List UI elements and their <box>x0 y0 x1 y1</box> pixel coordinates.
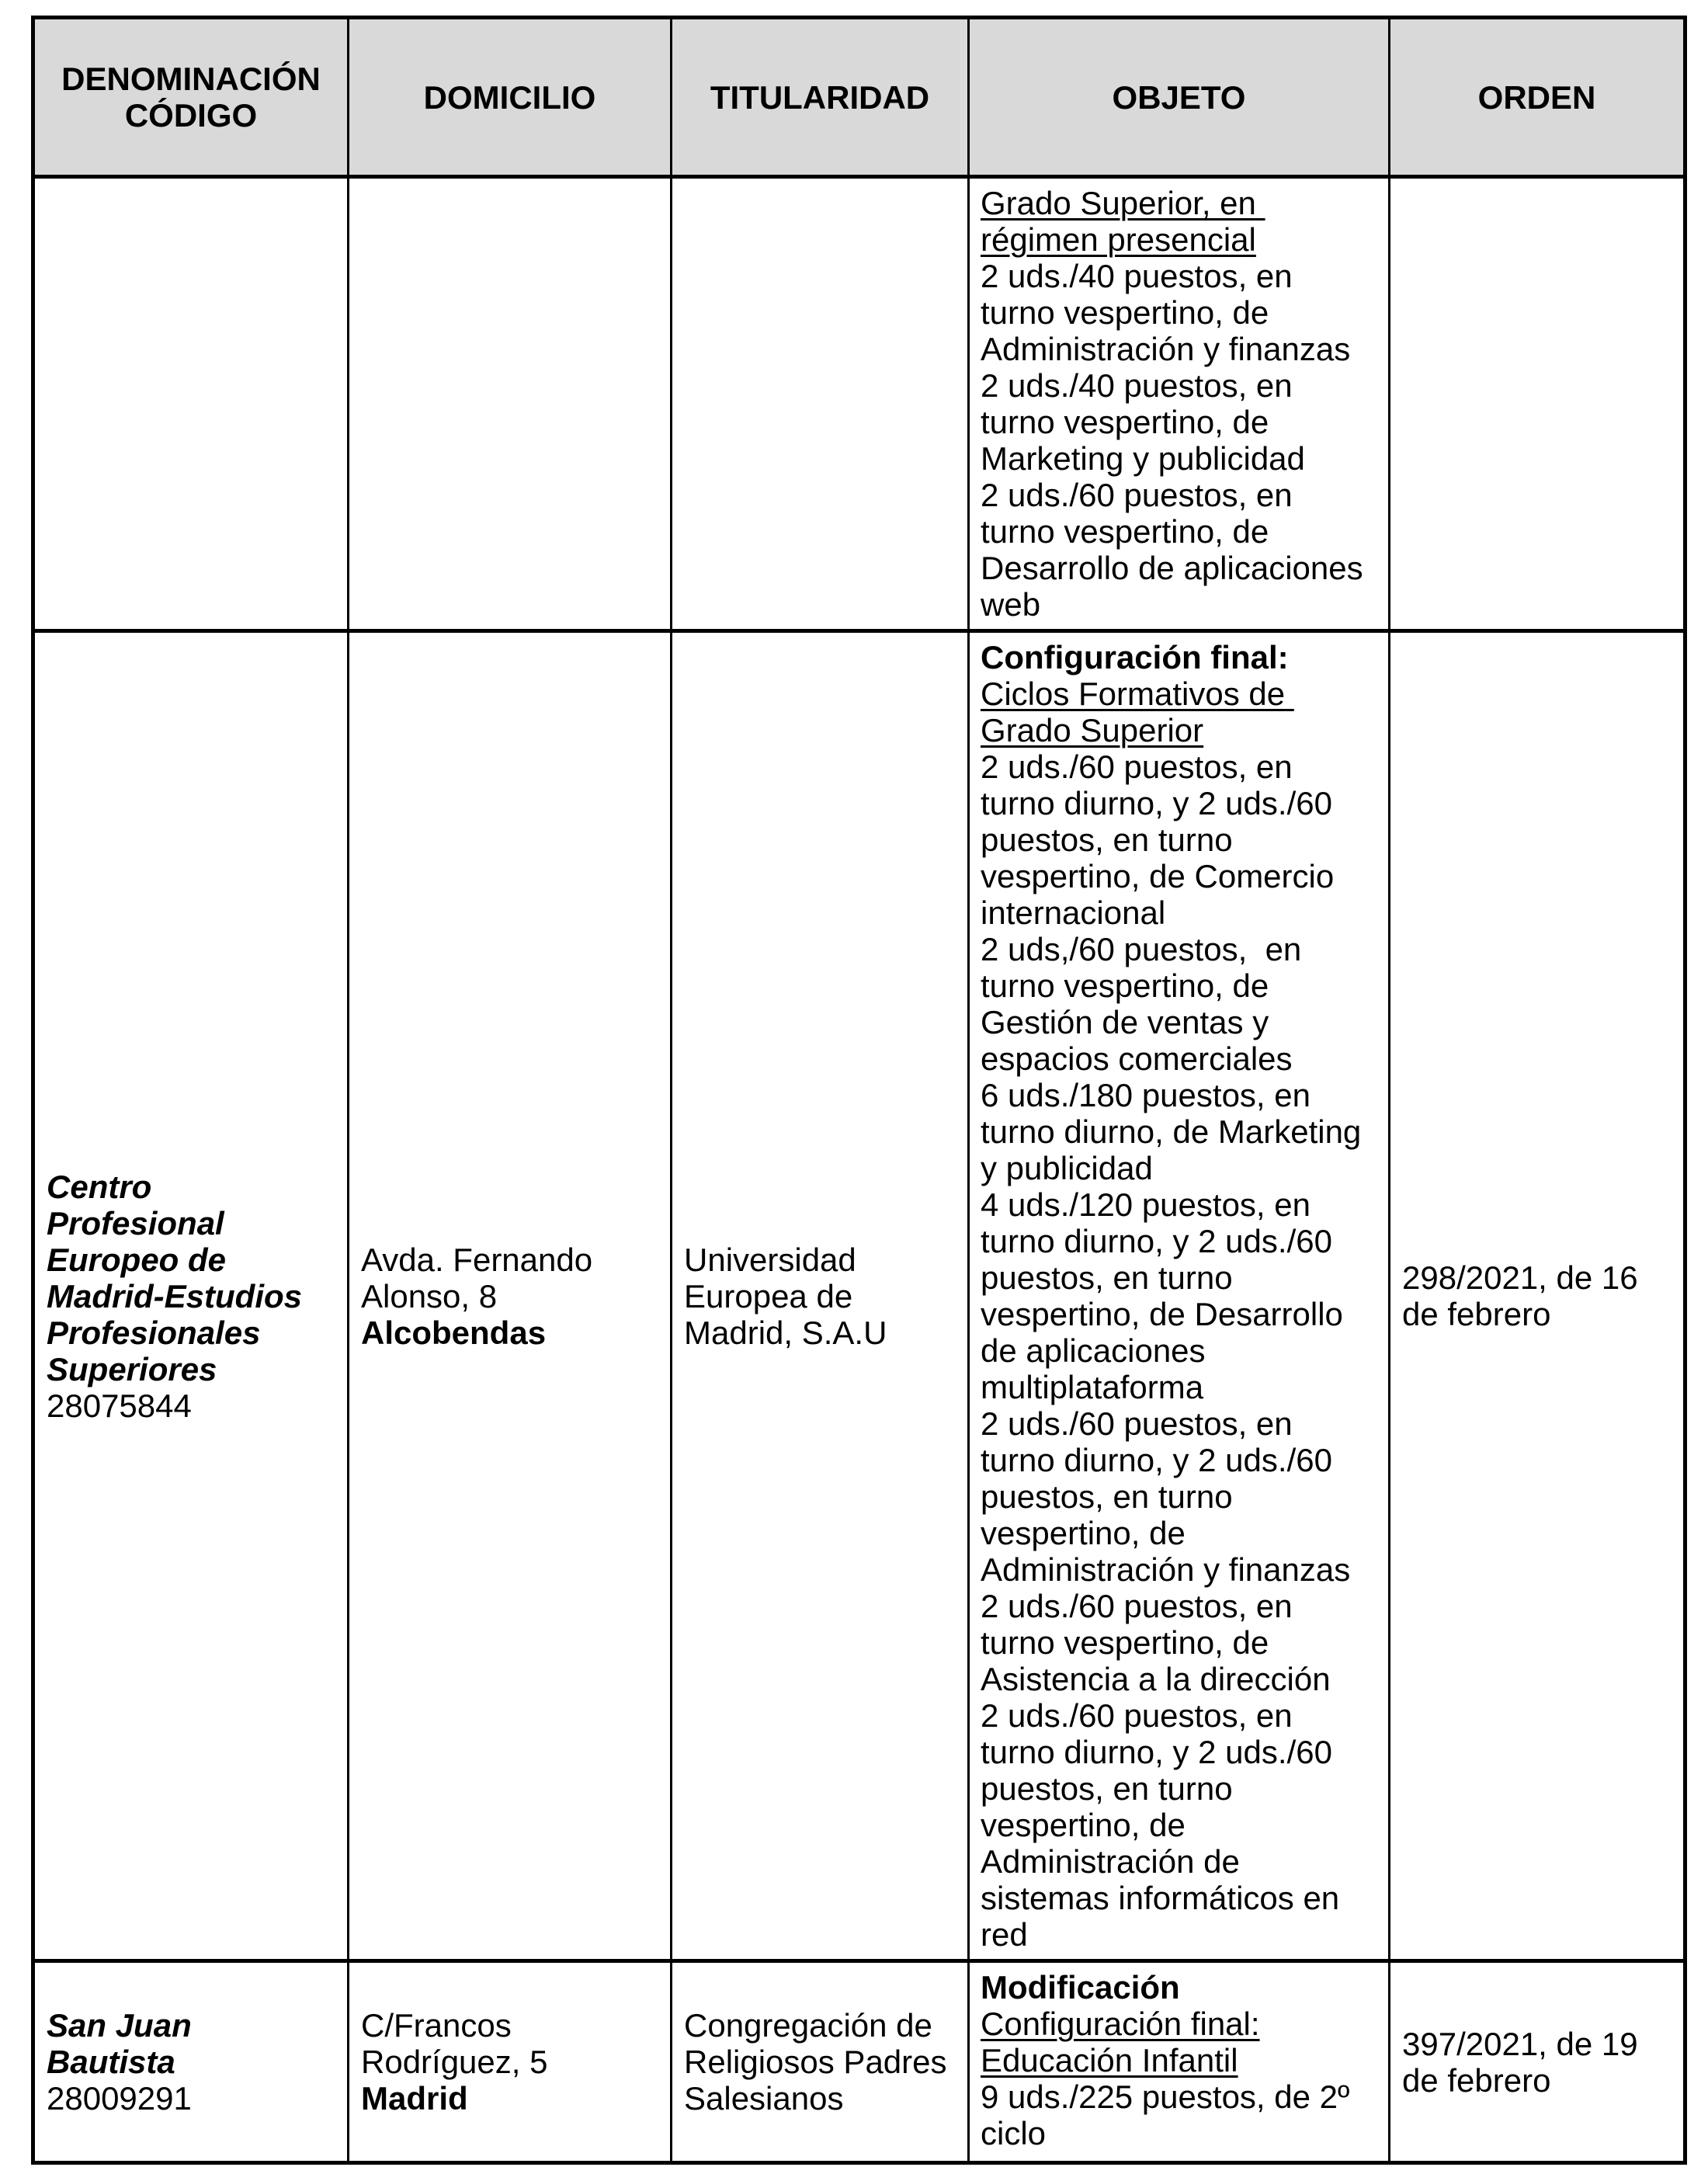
cell-paragraph: Ciclos Formativos de Grado Superior <box>981 675 1294 748</box>
cell-paragraph: 2 uds./60 puestos, en turno diurno, y 2 uds./60 puestos, en turno vespertino, de Comercio internacional <box>981 748 1343 931</box>
cell-paragraph: 2 uds./60 puestos, en turno vespertino, de Desarrollo de aplicaciones web <box>981 477 1373 623</box>
cell-paragraph: Congregación de Religiosos Padres Salesianos <box>684 2007 956 2117</box>
cell-paragraph: Configuración final: <box>981 2006 1260 2042</box>
cell-paragraph: 2 uds./60 puestos, en turno vespertino, de Asistencia a la dirección <box>981 1588 1331 1697</box>
cell-paragraph: Madrid <box>361 2080 468 2117</box>
cell-paragraph: Configuración final: <box>981 639 1289 675</box>
header-objeto: OBJETO <box>969 18 1390 177</box>
cell-paragraph: Grado Superior, en régimen presencial <box>981 185 1265 258</box>
cell-paragraph: 9 uds./225 puestos, de 2º ciclo <box>981 2078 1359 2151</box>
cell-paragraph: Educación Infantil <box>981 2042 1238 2078</box>
table-header-row <box>33 18 1685 177</box>
cell-paragraph: San Juan Bautista <box>47 2007 201 2080</box>
cell-paragraph: 4 uds./120 puestos, en turno diurno, y 2 uds./60 puestos, en turno vespertino, de Desarrollo de aplicaciones multiplataforma <box>981 1186 1352 1405</box>
cell-denominacion <box>33 177 349 631</box>
cell-titularidad <box>672 1961 969 2163</box>
cell-paragraph: 28009291 <box>47 2080 192 2117</box>
cell-objeto <box>969 631 1390 1961</box>
cell-paragraph: 28075844 <box>47 1387 192 1424</box>
cell-paragraph: Centro Profesional Europeo de Madrid-Estudios Profesionales Superiores <box>47 1168 311 1387</box>
cell-denominacion <box>33 1961 349 2163</box>
cell-paragraph: Universidad Europea de Madrid, S.A.U <box>684 1241 887 1351</box>
cell-paragraph: 6 uds./180 puestos, en turno diurno, de Marketing y publicidad <box>981 1077 1370 1186</box>
header-titularidad: TITULARIDAD <box>672 18 969 177</box>
cell-paragraph: Avda. Fernando Alonso, 8 <box>361 1241 600 1314</box>
cell-paragraph: 2 uds,/60 puestos, en turno vespertino, de Gestión de ventas y espacios comerciales <box>981 931 1311 1077</box>
cell-paragraph: 2 uds./40 puestos, en turno vespertino, de Marketing y publicidad <box>981 367 1305 477</box>
cell-titularidad <box>672 631 969 1961</box>
cell-paragraph: Modificación <box>981 1969 1180 2006</box>
cell-paragraph: 2 uds./40 puestos, en turno vespertino, de Administración y finanzas <box>981 258 1351 367</box>
cell-orden <box>1390 1961 1685 2163</box>
cell-titularidad <box>672 177 969 631</box>
table-row <box>33 177 1685 631</box>
header-denominacion-codigo: DENOMINACIÓN CÓDIGO <box>33 18 349 177</box>
header-domicilio: DOMICILIO <box>349 18 672 177</box>
cell-paragraph: C/Francos Rodríguez, 5 <box>361 2007 548 2080</box>
cell-domicilio <box>349 631 672 1961</box>
cell-domicilio <box>349 177 672 631</box>
cell-paragraph: 298/2021, de 16 de febrero <box>1402 1259 1647 1332</box>
cell-paragraph: 397/2021, de 19 de febrero <box>1402 2025 1647 2099</box>
cell-orden <box>1390 631 1685 1961</box>
cell-domicilio <box>349 1961 672 2163</box>
cell-objeto <box>969 1961 1390 2163</box>
cell-paragraph: 2 uds./60 puestos, en turno diurno, y 2 uds./60 puestos, en turno vespertino, de Administración y finanzas <box>981 1405 1351 1588</box>
centros-table <box>31 16 1687 2165</box>
cell-paragraph: Alcobendas <box>361 1314 547 1351</box>
cell-paragraph: 2 uds./60 puestos, en turno diurno, y 2 uds./60 puestos, en turno vespertino, de Administración de sistemas informáticos en red <box>981 1697 1349 1953</box>
table-row <box>33 631 1685 1961</box>
cell-denominacion <box>33 631 349 1961</box>
header-orden: ORDEN <box>1390 18 1685 177</box>
cell-orden <box>1390 177 1685 631</box>
cell-objeto <box>969 177 1390 631</box>
table-row <box>33 1961 1685 2163</box>
